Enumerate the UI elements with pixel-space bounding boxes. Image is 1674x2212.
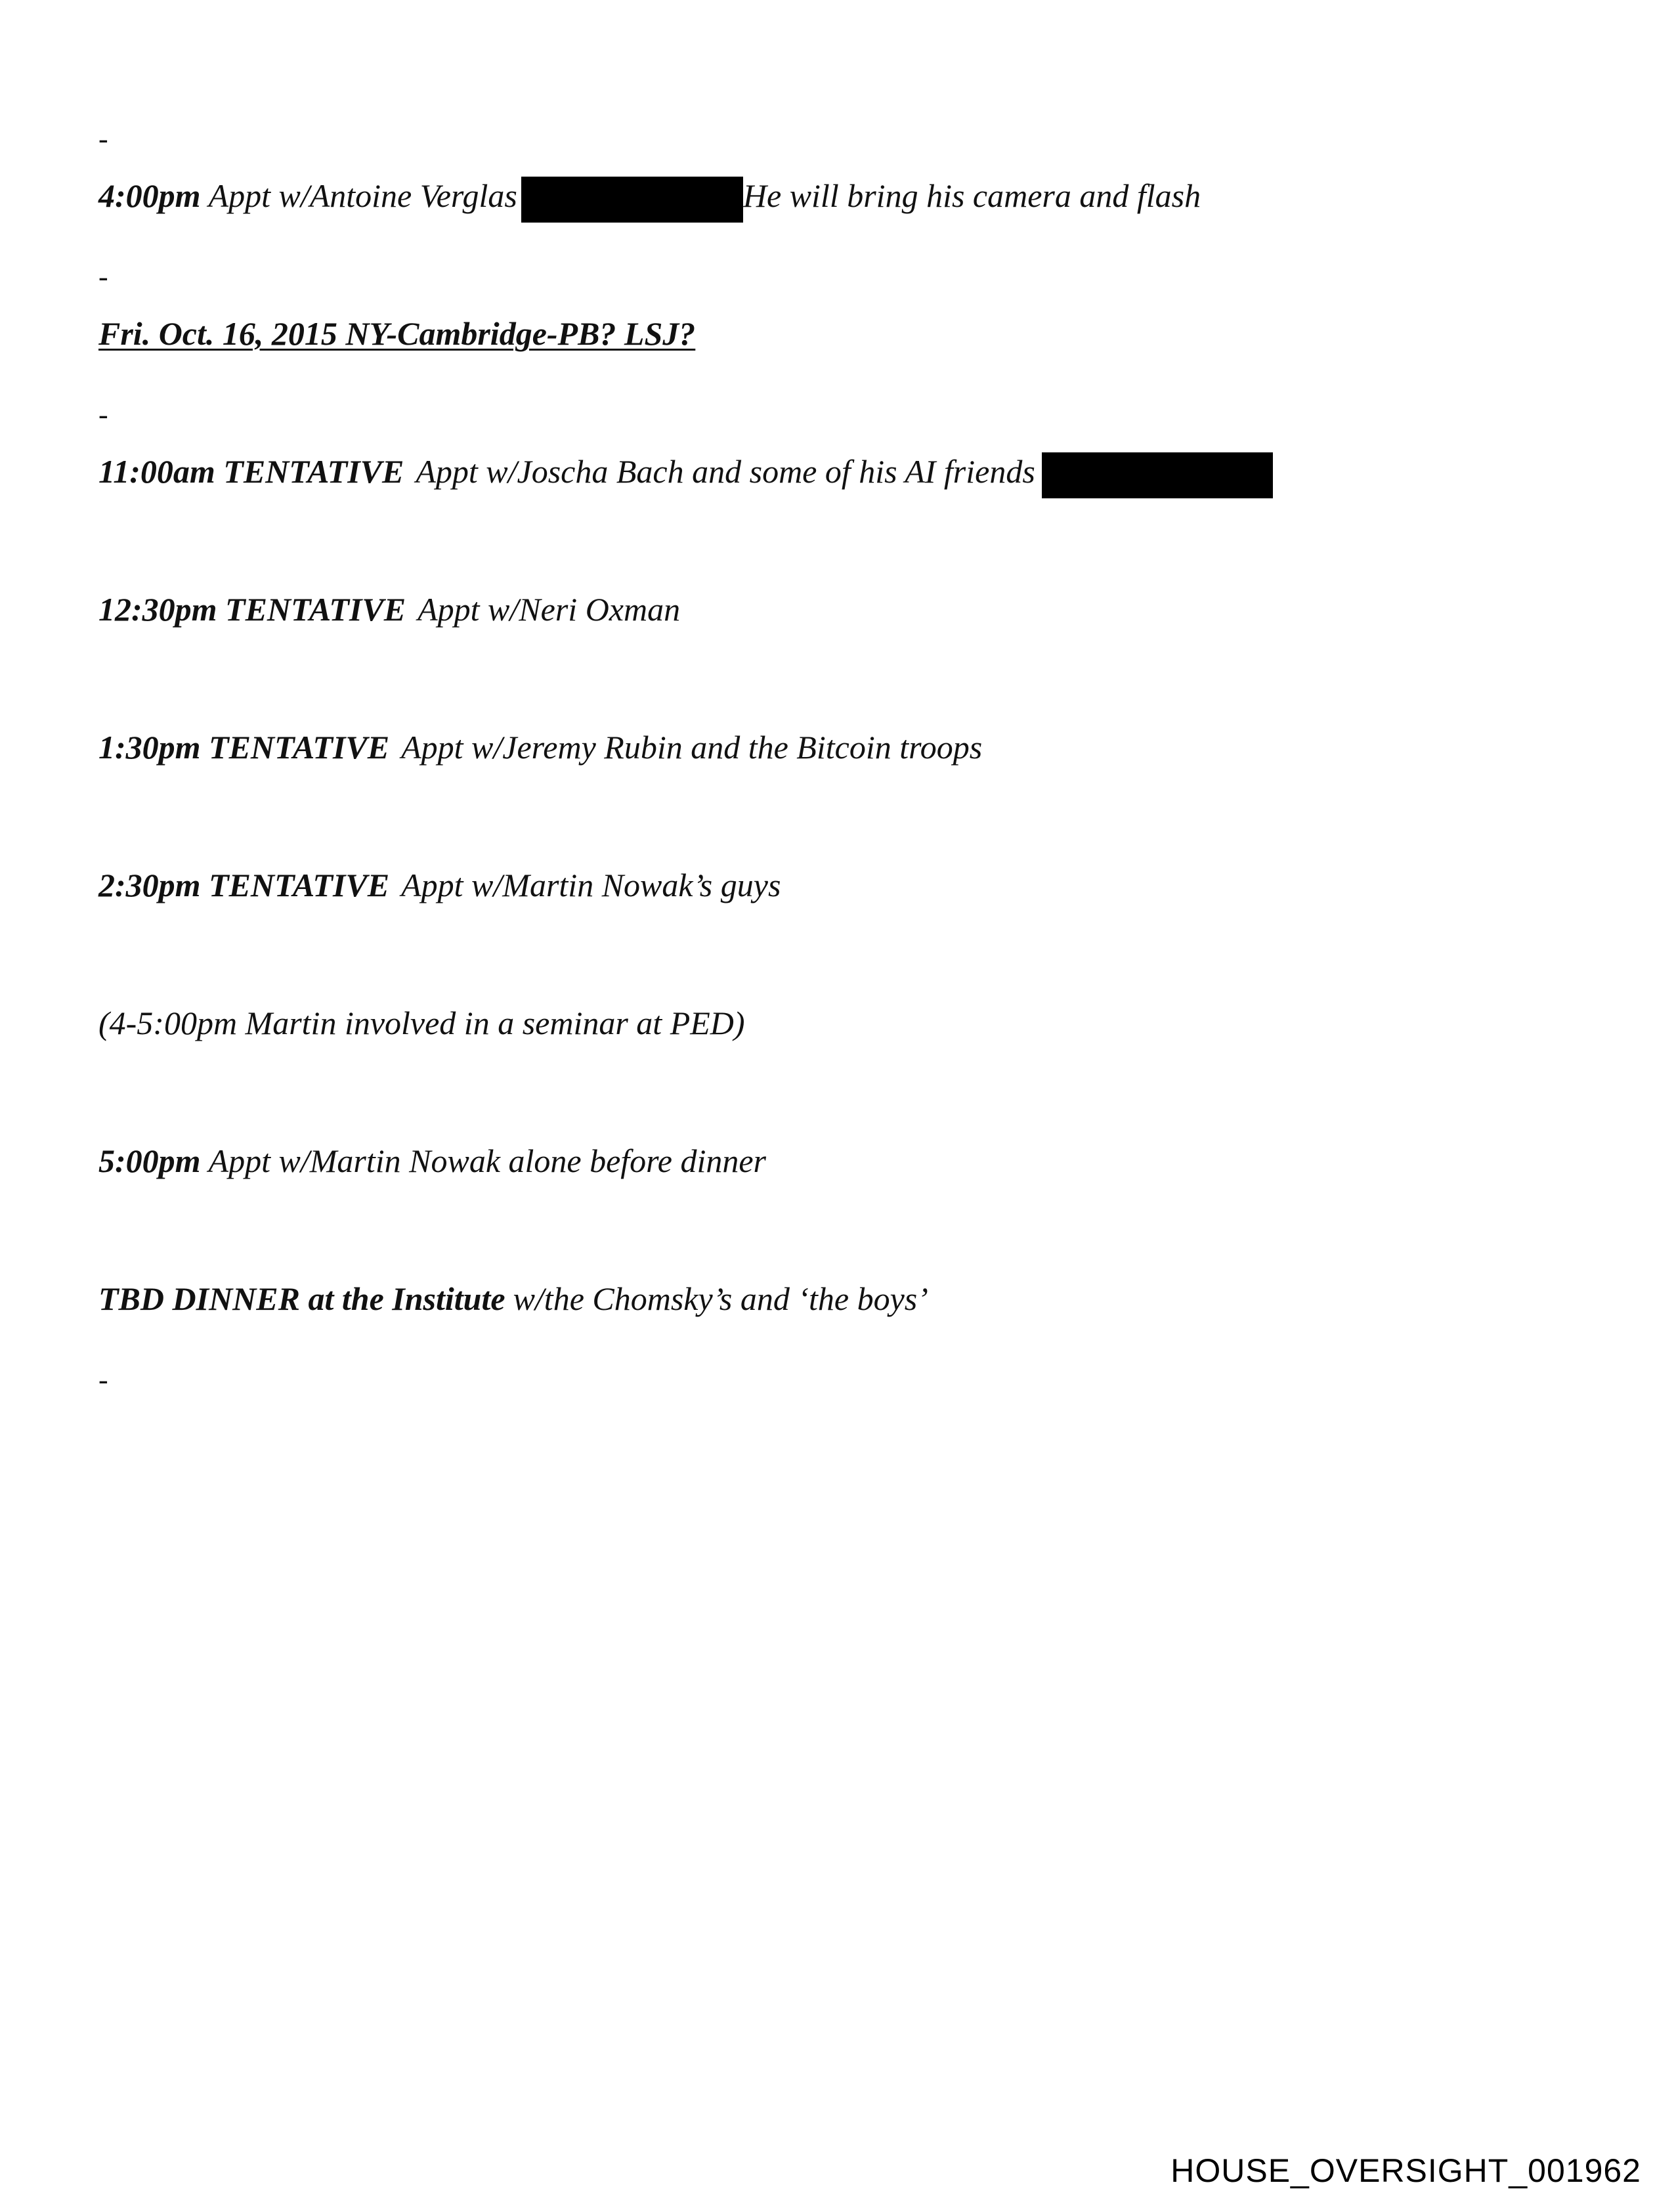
dash-separator: - — [98, 123, 108, 155]
redaction-box — [521, 177, 743, 223]
date-heading: Fri. Oct. 16, 2015 NY-Cambridge-PB? LSJ? — [98, 315, 696, 352]
appt-nowak-guys-line — [98, 865, 781, 905]
appt-note: He will bring his camera and flash — [742, 177, 1201, 214]
dinner-line — [98, 1279, 928, 1318]
redaction-box — [1042, 452, 1273, 498]
dash-separator: - — [98, 399, 108, 431]
seminar-note: (4-5:00pm Martin involved in a seminar at PED) — [98, 1005, 745, 1041]
dash-separator: - — [98, 1364, 108, 1396]
appt-description: Appt w/Joscha Bach and some of his AI friends — [416, 453, 1035, 490]
dinner-description: w/the Chomsky’s and ‘the boys’ — [513, 1280, 928, 1317]
appt-verglas-line — [98, 176, 1201, 223]
appt-nowak-alone-line — [98, 1141, 766, 1181]
appt-time: 1:30pm TENTATIVE — [98, 729, 390, 766]
appt-description: Appt w/Martin Nowak alone before dinner — [208, 1142, 767, 1179]
appt-description: Appt w/Antoine Verglas — [208, 177, 517, 214]
appt-rubin-line — [98, 727, 982, 767]
appt-bach-line — [98, 452, 1273, 498]
appt-description: Appt w/Neri Oxman — [418, 591, 681, 628]
appt-time: 5:00pm — [98, 1142, 201, 1179]
appt-description: Appt w/Jeremy Rubin and the Bitcoin troops — [401, 729, 983, 766]
appt-time: 4:00pm — [98, 177, 201, 214]
appt-time: 2:30pm TENTATIVE — [98, 867, 390, 903]
appt-time: 12:30pm TENTATIVE — [98, 591, 406, 628]
appt-time: 11:00am TENTATIVE — [98, 453, 404, 490]
bates-number: HOUSE_OVERSIGHT_001962 — [1170, 2152, 1641, 2189]
appt-oxman-line — [98, 590, 680, 629]
dinner-label: TBD DINNER at the Institute — [98, 1280, 505, 1317]
dash-separator: - — [98, 261, 108, 293]
appt-description: Appt w/Martin Nowak’s guys — [401, 867, 781, 903]
